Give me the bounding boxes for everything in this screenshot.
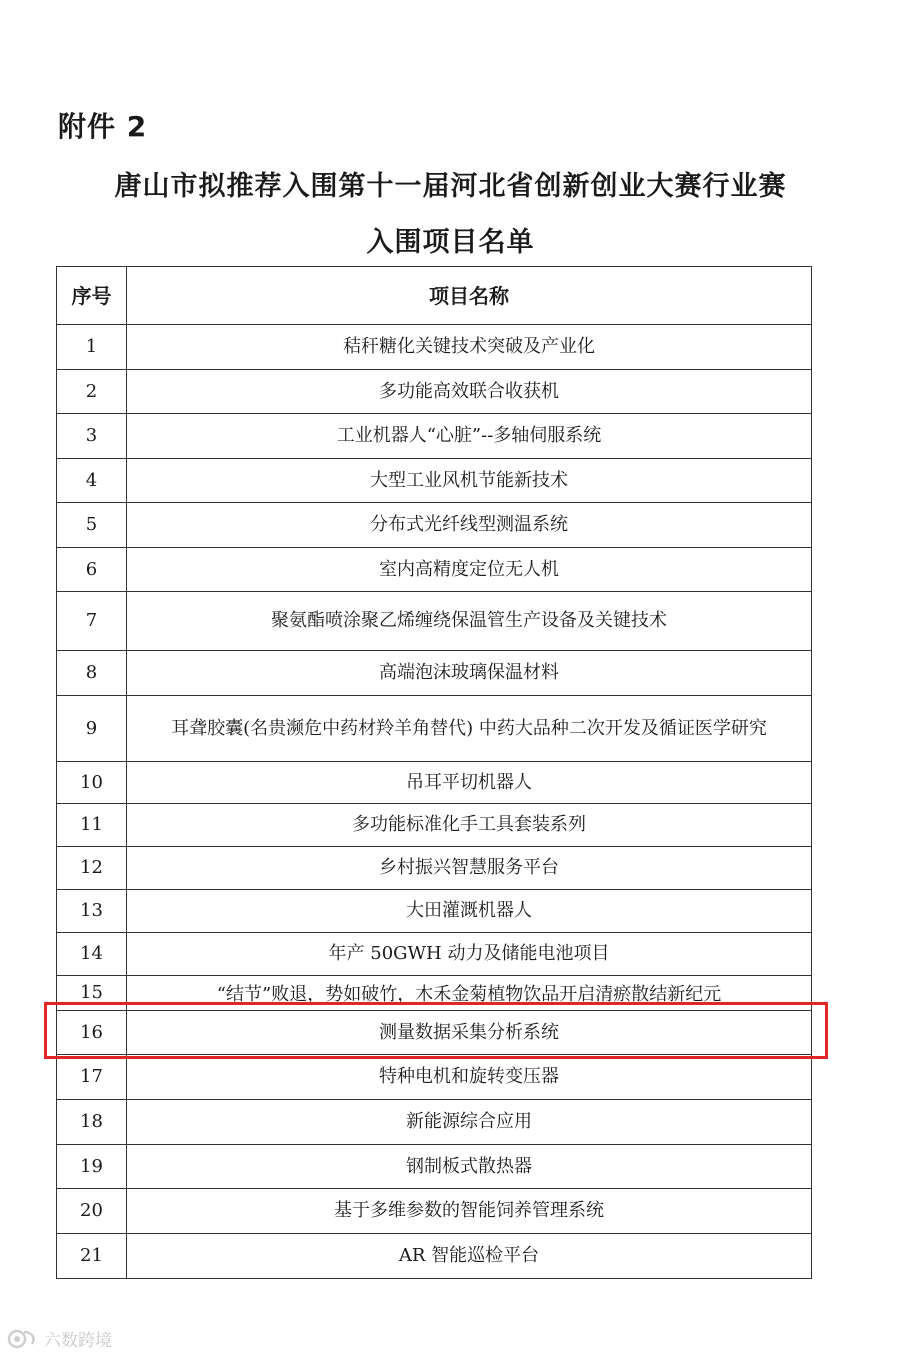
project-name-cell: “结节”败退，势如破竹，木禾金菊植物饮品开启清瘀散结新纪元 — [127, 976, 812, 1011]
serial-number-cell: 20 — [57, 1189, 127, 1234]
table-row — [57, 1100, 812, 1145]
project-name-cell: 多功能标准化手工具套装系列 — [127, 804, 812, 847]
table-row — [57, 459, 812, 503]
serial-number-cell: 16 — [57, 1011, 127, 1055]
table-row — [57, 503, 812, 548]
project-name-cell: 特种电机和旋转变压器 — [127, 1055, 812, 1100]
table-row — [57, 414, 812, 459]
project-name-cell: 吊耳平切机器人 — [127, 762, 812, 804]
serial-number-cell: 7 — [57, 592, 127, 651]
table-row — [57, 548, 812, 592]
table-row — [57, 592, 812, 651]
serial-number-cell: 12 — [57, 847, 127, 890]
table-row — [57, 933, 812, 976]
table-row — [57, 696, 812, 762]
serial-number-cell: 10 — [57, 762, 127, 804]
project-name-cell: 大型工业风机节能新技术 — [127, 459, 812, 503]
project-name-cell: 钢制板式散热器 — [127, 1145, 812, 1189]
watermark-text: 六数跨境 — [44, 1331, 112, 1351]
logo-icon — [6, 1328, 40, 1350]
document-title: 唐山市拟推荐入围第十一届河北省创新创业大赛行业赛 — [114, 171, 787, 202]
serial-number-cell: 8 — [57, 651, 127, 696]
serial-number-cell: 15 — [57, 976, 127, 1011]
serial-number-cell: 18 — [57, 1100, 127, 1145]
table-row — [57, 1145, 812, 1189]
project-table — [56, 266, 812, 1279]
watermark — [6, 1326, 112, 1351]
table-row — [57, 651, 812, 696]
project-name-cell: 大田灌溉机器人 — [127, 890, 812, 933]
table-row — [57, 890, 812, 933]
highlight-box — [44, 1002, 828, 1059]
table-row — [57, 1055, 812, 1100]
project-name-cell: 基于多维参数的智能饲养管理系统 — [127, 1189, 812, 1234]
table-row — [57, 370, 812, 414]
document-subtitle: 入围项目名单 — [366, 227, 535, 258]
table-row — [57, 847, 812, 890]
serial-number-cell: 3 — [57, 414, 127, 459]
project-name-cell: 新能源综合应用 — [127, 1100, 812, 1145]
serial-number-cell: 11 — [57, 804, 127, 847]
table-row — [57, 762, 812, 804]
table-row — [57, 325, 812, 370]
serial-number-cell: 13 — [57, 890, 127, 933]
project-name-cell: 秸秆糖化关键技术突破及产业化 — [127, 325, 812, 370]
serial-number-cell: 21 — [57, 1234, 127, 1279]
serial-number-cell: 4 — [57, 459, 127, 503]
project-name-cell: 乡村振兴智慧服务平台 — [127, 847, 812, 890]
project-name-cell: 高端泡沫玻璃保温材料 — [127, 651, 812, 696]
serial-number-cell: 1 — [57, 325, 127, 370]
serial-number-cell: 6 — [57, 548, 127, 592]
serial-number-cell: 2 — [57, 370, 127, 414]
attachment-label: 附件 2 — [58, 110, 148, 143]
table-row — [57, 804, 812, 847]
serial-number-cell: 14 — [57, 933, 127, 976]
project-name-cell: AR 智能巡检平台 — [127, 1234, 812, 1279]
table-row — [57, 1189, 812, 1234]
header-project-name: 项目名称 — [127, 267, 812, 325]
serial-number-cell: 9 — [57, 696, 127, 762]
project-name-cell: 耳聋胶囊(名贵濒危中药材羚羊角替代) 中药大品种二次开发及循证医学研究 — [127, 696, 812, 762]
project-name-cell: 分布式光纤线型测温系统 — [127, 503, 812, 548]
project-name-cell: 年产 50GWH 动力及储能电池项目 — [127, 933, 812, 976]
table-header-row — [57, 267, 812, 325]
serial-number-cell: 5 — [57, 503, 127, 548]
project-name-cell: 多功能高效联合收获机 — [127, 370, 812, 414]
project-name-cell: 工业机器人“心脏”--多轴伺服系统 — [127, 414, 812, 459]
project-name-cell: 测量数据采集分析系统 — [127, 1011, 812, 1055]
serial-number-cell: 19 — [57, 1145, 127, 1189]
project-name-cell: 聚氨酯喷涂聚乙烯缠绕保温管生产设备及关键技术 — [127, 592, 812, 651]
header-serial-number: 序号 — [57, 267, 127, 325]
project-name-cell: 室内高精度定位无人机 — [127, 548, 812, 592]
table-row — [57, 1234, 812, 1279]
serial-number-cell: 17 — [57, 1055, 127, 1100]
